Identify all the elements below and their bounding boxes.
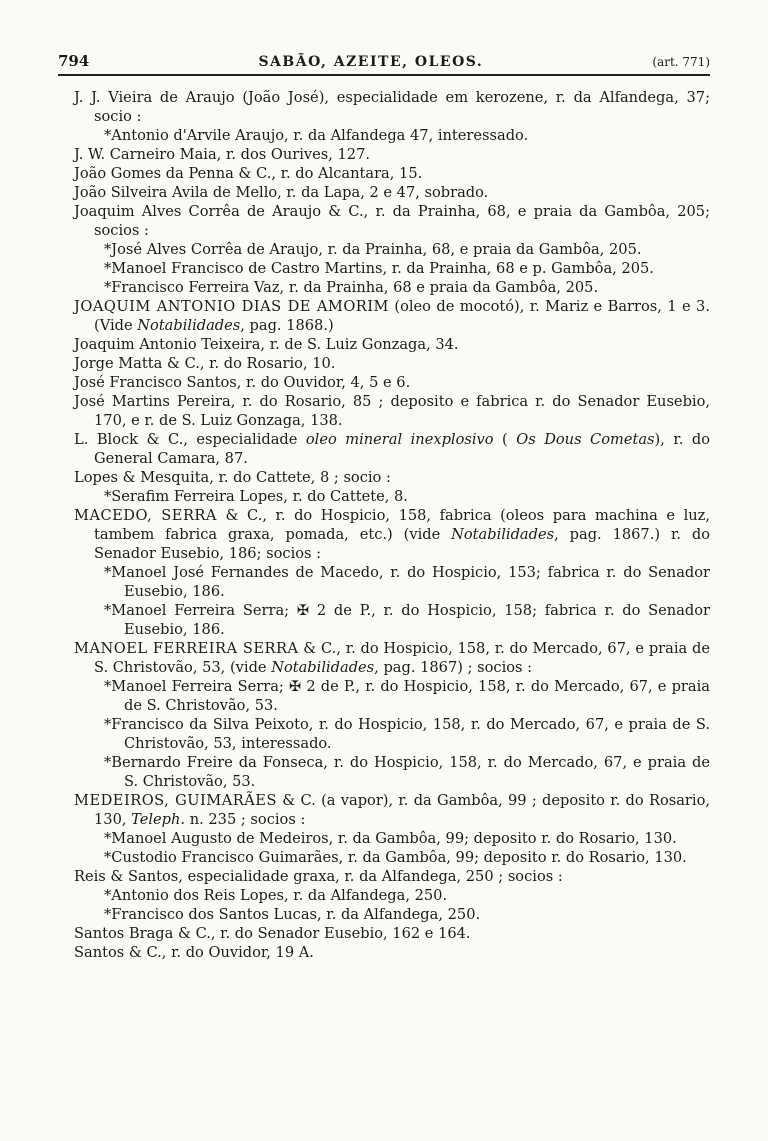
list-item: *Francisco da Silva Peixoto, r. do Hospicio, 158, r. do Mercado, 67, e praia de S. Christovão, 53, interessado. (104, 716, 710, 752)
list-item: José Martins Pereira, r. do Rosario, 85 ; deposito e fabrica r. do Senador Eusebio, 170, e r. de S. Luiz Gonzaga, 138. (74, 393, 710, 429)
list-item: *Serafim Ferreira Lopes, r. do Cattete, 8. (104, 488, 408, 505)
list-item: *Antonio d'Arvile Araujo, r. da Alfandega 47, interessado. (104, 127, 529, 144)
list-item: J. J. Vieira de Araujo (João José), especialidade em kerozene, r. da Alfandega, 37; socio : (74, 89, 710, 125)
list-item: *Custodio Francisco Guimarães, r. da Gambôa, 99; deposito r. do Rosario, 130. (104, 849, 687, 866)
list-item (104, 677, 710, 715)
cross-icon: ✠ (288, 678, 302, 695)
cross-icon: ✠ (296, 602, 310, 619)
list-item: Jorge Matta & C., r. do Rosario, 10. (74, 355, 336, 372)
list-item: *Francisco dos Santos Lucas, r. da Alfandega, 250. (104, 906, 481, 923)
page-number: 794 (58, 52, 90, 70)
entry-text: n. 235 ; socios : (185, 811, 306, 828)
italic-ref: Teleph. (131, 811, 186, 828)
italic-ref: Notabilidades (137, 317, 241, 334)
entry-text: 2 de P., r. do Hospicio, 158; fabrica r. do Senador Eusebio, 186. (124, 602, 710, 638)
list-item: *José Alves Corrêa de Araujo, r. da Prainha, 68, e praia da Gambôa, 205. (104, 241, 642, 258)
list-item: *Manoel José Fernandes de Macedo, r. do Hospicio, 153; fabrica r. do Senador Eusebio, 186. (104, 564, 710, 600)
list-item (104, 601, 710, 639)
list-item: J. W. Carneiro Maia, r. dos Ourives, 127. (74, 146, 371, 163)
list-item (74, 430, 710, 468)
list-item (74, 791, 710, 829)
entry-text: & C. (a vapor), r. da Gambôa, 99 ; deposito r. do Rosario, 130, (94, 792, 710, 828)
firm-name: MEDEIROS, GUIMARÃES (74, 792, 277, 809)
page-header (58, 52, 710, 76)
directory-list (58, 88, 710, 962)
italic-ref: Notabilidades (451, 526, 555, 543)
list-item: João Gomes da Penna & C., r. do Alcantara, 15. (74, 165, 423, 182)
firm-name: JOAQUIM ANTONIO DIAS DE AMORIM (74, 298, 389, 315)
entry-text: *Manoel Ferreira Serra; (104, 602, 297, 619)
list-item: Joaquim Alves Corrêa de Araujo & C., r. da Prainha, 68, e praia da Gambôa, 205; socios : (74, 203, 710, 239)
entry-text: , pag. 1867) ; socios : (374, 659, 533, 676)
list-item: Lopes & Mesquita, r. do Cattete, 8 ; socio : (74, 469, 391, 486)
list-item (74, 506, 710, 563)
firm-name: MANOEL FERREIRA SERRA (74, 640, 299, 657)
entry-text: ( (493, 431, 517, 448)
list-item: *Manoel Francisco de Castro Martins, r. da Prainha, 68 e p. Gambôa, 205. (104, 260, 654, 277)
entry-text: *Manoel Ferreira Serra; (104, 678, 289, 695)
list-item (74, 297, 710, 335)
entry-text: & C., r. do Hospicio, 158, r. do Mercado, 67, e praia de S. Christovão, 53, (vide (94, 640, 710, 676)
italic-ref: Os Dous Cometas (516, 431, 655, 448)
list-item: *Francisco Ferreira Vaz, r. da Prainha, 68 e praia da Gambôa, 205. (104, 279, 599, 296)
list-item: José Francisco Santos, r. do Ouvidor, 4, 5 e 6. (74, 374, 411, 391)
article-reference: (art. 771) (652, 55, 710, 69)
list-item (74, 639, 710, 677)
list-item: *Antonio dos Reis Lopes, r. da Alfandega, 250. (104, 887, 448, 904)
list-item: Joaquim Antonio Teixeira, r. de S. Luiz Gonzaga, 34. (74, 336, 459, 353)
list-item: Santos & C., r. do Ouvidor, 19 A. (74, 944, 314, 961)
italic-ref: Notabilidades (271, 659, 375, 676)
list-item: João Silveira Avila de Mello, r. da Lapa, 2 e 47, sobrado. (74, 184, 489, 201)
entry-text: 2 de P., r. do Hospicio, 158, r. do Mercado, 67, e praia de S. Christovão, 53. (124, 678, 710, 714)
firm-name: MACEDO, SERRA (74, 507, 217, 524)
list-item: Reis & Santos, especialidade graxa, r. da Alfandega, 250 ; socios : (74, 868, 563, 885)
list-item: Santos Braga & C., r. do Senador Eusebio, 162 e 164. (74, 925, 471, 942)
entry-text: (oleo de mocotó), r. Mariz e Barros, 1 e 3. (Vide (94, 298, 710, 334)
page-title: SABÃO, AZEITE, OLEOS. (258, 54, 484, 70)
entry-text: L. Block & C., especialidade (74, 431, 306, 448)
entry-text: , pag. 1868.) (240, 317, 334, 334)
entry-text: , pag. 1867.) r. do Senador Eusebio, 186; socios : (94, 526, 710, 562)
entry-text: & C., r. do Hospicio, 158, fabrica (oleos para machina e luz, tambem fabrica graxa, pomada, etc.) (vide (94, 507, 710, 543)
italic-ref: oleo mineral inexplosivo (305, 431, 494, 448)
list-item: *Bernardo Freire da Fonseca, r. do Hospicio, 158, r. do Mercado, 67, e praia de S. Christovão, 53. (104, 754, 710, 790)
list-item: *Manoel Augusto de Medeiros, r. da Gambôa, 99; deposito r. do Rosario, 130. (104, 830, 677, 847)
entry-text: ), r. do General Camara, 87. (94, 431, 710, 467)
